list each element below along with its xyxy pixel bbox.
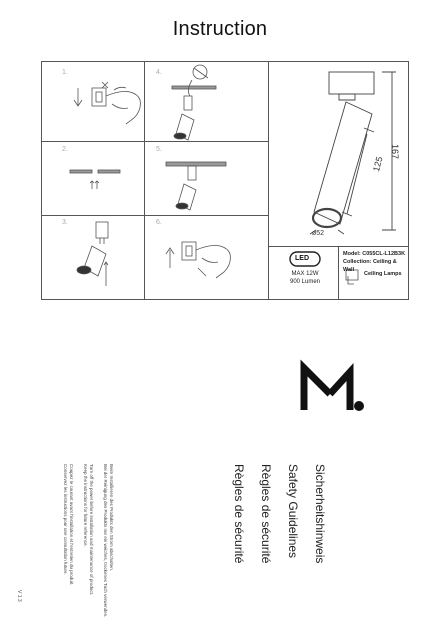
note: Bei der Reinigung des Produkts nur ein weiches, trockenes Tuch verwenden. [103,464,108,618]
brand-logo-icon [300,358,366,414]
step-number: 6. [156,219,162,226]
max-power: MAX 12W [291,271,319,277]
note: Turn off the power before installation and maintenance of product. [89,464,94,596]
heading-en: Safety Guidelines [286,464,300,559]
step-number: 5. [156,146,162,153]
step-number: 1. [62,69,68,76]
wall-switch-on-icon [166,242,230,278]
power-spec [275,270,335,286]
collection-name: Collection: Ceiling & Wall [343,259,397,273]
step-number: 4. [156,69,162,76]
wall-switch-icon [74,82,140,124]
heading-fr: Règles de sécurité [259,464,273,564]
lamp-mounted-icon [166,162,226,210]
category-label: Ceiling Lamps [364,271,402,277]
version-label: V 1.3 [16,590,22,602]
note: Coupez le courant avant l'installation et l'entretien du produit. [69,464,74,586]
step-number: 2. [62,146,68,153]
diameter-label: ø52 [312,230,325,237]
ceiling-lamp-icon [310,72,396,234]
led-badge-label: LED [295,255,309,262]
notes-de [102,464,114,617]
instruction-frame [41,61,409,300]
mounting-plate-icon [70,170,120,189]
notes-fr [62,464,74,585]
height-dimension-label: 167 [390,144,400,160]
heading-fr-2: Règles de sécurité [232,464,246,564]
page-title: Instruction [172,18,268,40]
note: Beim Installieren des Produkts den Strom abschalten. [109,464,114,572]
notes-en [82,464,94,595]
step-number: 3. [62,219,68,226]
wiring-icon [172,65,216,140]
model-number: Model: C055CL-L12B3K [343,251,406,257]
length-dimension-label: 125 [371,155,385,173]
note: Conservez les instructions pour une consultation future. [63,464,68,575]
heading-de: Sicherheitshinweis [313,464,327,564]
lumen-output: 900 Lumen [289,279,321,285]
note: Keep the instructions for future reference. [83,464,88,547]
lamp-attach-icon [77,222,108,286]
